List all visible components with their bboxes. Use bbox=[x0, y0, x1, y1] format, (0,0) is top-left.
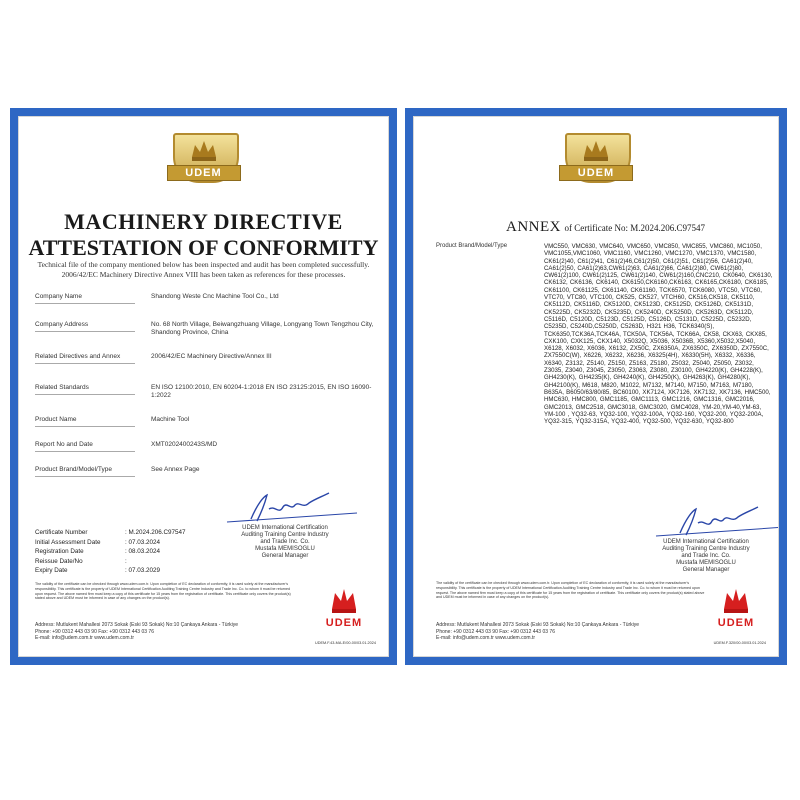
annex-page bbox=[413, 116, 779, 657]
field-label: Product Brand/Model/Type bbox=[35, 466, 112, 473]
red-crown-icon bbox=[320, 585, 368, 615]
disclaimer: The validity of the certificate can be checked through www.udem.com.tr. Upon completion of EC declaration of conformity, it is used solely at the manufacturer's responsibility. This certificate is the property of UDEM International Certification Auditing Training Centre Industry and Trade Inc. Co. to whom it must be returned upon request. The above named firm must keep a copy of this certificate for 15 years from the registration of certificate. This certificate only covers the product(s) stated above and UDEM must be informed in case of any changes on the product(s). bbox=[35, 582, 291, 601]
disclaimer: The validity of the certificate can be checked through www.udem.com.tr. Upon completion of EC declaration of conformity, it is used solely at the manufacturer's responsibility. This certificate is the property of UDEM International Certification Auditing Training Centre Industry and Trade Inc. Co. to whom it must be returned upon request. The above named firm must keep a copy of this certificate for 15 years from the registration of certificate. This certificate only covers the product(s) stated above and UDEM must be informed in case of any changes on the product(s). bbox=[436, 581, 705, 600]
address-line3: E-mail: info@udem.com.tr www.udem.com.tr bbox=[436, 635, 535, 641]
logo-text: UDEM bbox=[167, 165, 241, 181]
field-value: 2006/42/EC Machinery Directive/Annex III bbox=[151, 353, 272, 360]
field-label: Report No and Date bbox=[35, 441, 93, 448]
annex-title bbox=[506, 219, 705, 236]
certificate-page bbox=[18, 116, 389, 657]
field-value: XMT0202400243S/MD bbox=[151, 441, 218, 448]
crown-icon bbox=[189, 139, 219, 163]
detail-row bbox=[35, 558, 195, 568]
detail-label: Certificate Number bbox=[35, 529, 88, 536]
red-logo-text: UDEM bbox=[325, 617, 363, 629]
annex-label: Product Brand/Model/Type bbox=[436, 243, 508, 249]
certificate-details bbox=[35, 529, 195, 577]
annex-title-rest: of Certificate No: M.2024.206.C97547 bbox=[564, 223, 705, 233]
detail-row bbox=[35, 567, 195, 577]
red-logo-text: UDEM bbox=[717, 617, 755, 629]
divider bbox=[35, 303, 135, 304]
address-line1: Address: Mutlukent Mahallesi 2073 Sokak (Eski 93 Sokak) No:10 Çankaya Ankara - Türkiye bbox=[436, 622, 640, 628]
certificate-frame bbox=[10, 108, 397, 665]
divider bbox=[35, 363, 135, 364]
field-label: Company Address bbox=[35, 321, 89, 328]
footer-address bbox=[436, 622, 716, 642]
address-line3: E-mail: info@udem.com.tr www.udem.com.tr bbox=[35, 635, 134, 641]
certificate-title-line1: MACHINERY DIRECTIVE bbox=[64, 209, 343, 234]
field-value: Shandong Weste Cnc Machine Tool Co., Ltd bbox=[151, 293, 279, 300]
udem-gold-logo bbox=[167, 133, 241, 193]
annex-frame bbox=[405, 108, 787, 665]
detail-value: : 07.03.2024 bbox=[125, 538, 161, 546]
udem-red-logo bbox=[320, 585, 368, 629]
crown-icon bbox=[581, 139, 611, 163]
signature-image bbox=[646, 503, 779, 543]
issuer-role: General Manager bbox=[261, 553, 309, 559]
issuer-name: Mustafa MEMISOGLU bbox=[255, 546, 315, 552]
udem-gold-logo bbox=[559, 133, 633, 193]
issuer-line2: Auditing Training Centre Industry bbox=[662, 546, 750, 552]
detail-label: Expiry Date bbox=[35, 567, 68, 574]
detail-value: : 07.03.2029 bbox=[125, 567, 161, 574]
divider bbox=[35, 426, 135, 427]
issuer-name: Mustafa MEMISOGLU bbox=[676, 560, 736, 566]
certificate-title-line2: ATTESTATION OF CONFORMITY bbox=[28, 235, 379, 260]
annex-title-word: ANNEX bbox=[506, 219, 561, 235]
detail-label: Initial Assessment Date bbox=[35, 538, 101, 546]
detail-label: Reissue Date/No bbox=[35, 557, 83, 565]
divider bbox=[35, 476, 135, 477]
field-value: Machine Tool bbox=[151, 416, 190, 423]
udem-red-logo bbox=[712, 585, 760, 629]
detail-value: : bbox=[125, 557, 127, 565]
red-crown-icon bbox=[712, 585, 760, 615]
issuer-block bbox=[636, 539, 776, 574]
field-value: See Annex Page bbox=[151, 466, 200, 473]
field-label: Related Directives and Annex bbox=[35, 353, 121, 360]
form-code: UDEM.F.320/00-00/03.01.2024 bbox=[713, 641, 766, 645]
field-value: No. 68 North Village, Beiwangzhuang Village, Longyang Town Tengzhou City, Shandong Province, China bbox=[151, 321, 374, 336]
detail-value: : M.2024.206.C97547 bbox=[125, 529, 186, 536]
address-line2: Phone: +90 0312 443 03 90 Fax: +90 0312 443 03 76 bbox=[436, 628, 555, 635]
detail-row bbox=[35, 539, 195, 549]
issuer-block bbox=[215, 525, 355, 560]
detail-label: Registration Date bbox=[35, 548, 84, 555]
footer-address bbox=[35, 622, 315, 642]
issuer-line3: and Trade Inc. Co. bbox=[681, 553, 731, 559]
divider bbox=[35, 331, 135, 332]
address-line1: Address: Mutlukent Mahallesi 2073 Sokak (Eski 93 Sokak) No:10 Çankaya Ankara - Türkiye bbox=[35, 622, 239, 628]
field-label: Product Name bbox=[35, 416, 77, 423]
form-code: UDEM.F.43-MA-E/00-00/03.01.2024 bbox=[315, 641, 376, 645]
annex-model-list: VMC550, VMC630, VMC640, VMC650, VMC850, VMC855, VMC860, MC1050, VMC1055,VMC1060, VMC1160, VMC1260, VMC1270, VMC1370, VMC1580, CK61(2)40, C61(2)41, C61(2)46,C61(2)50, C61(2)51, C61(2)56, CA61(2)40, CA61(2)50, CA61(2)63,CW61(2)63, CA61(2)66, CA61(2)80, CW61(2)80, CW61(2)100, CW61(2)125, CW61(2)140, CW61(2)160,CNC210, CK0640, CK6130, CK6132, CK6136, CK6140, CK6150,CK6160,CK6163, CK6165,CK6180, CK6185, CK61100, CK61125, CK61140, CK61160, TCK6570, TCK6080, VTC50, VTC60, VTC70, VTC80, VTC100, CK525, CK527, VTCH60, CK516,CK518, CK5110, CK5112D, CK5116D, CK5120D, CK5123D, CK5125D, CK5126D, CK5131D, CK5225D, CK5232D, CK5235D, CK5240D, CK5250D, CK5263D, CK5112D, C5116D, C5120D, C5123D, C5125D, C5126D, C5131D, C5225D, C5232D, C5235D, C5240D,C5250D, C5263D, H321 H36, TCK6340(S), TCK6350,TCK36A,TCK46A, TCK50A, TCK56A, TCK66A, CK58, CKX63, CKX85, CXK100, CXK125, CKX140, X5032Q, X5036, X5036B, X5360,X5032,X5040, X6128, X6032, X6036, X6132, ZX50C, ZX6350A, ZX6350C, ZX6350D, ZX7550C, ZX7550C(W), X6226, X6232, X6236, X6325(4H), X6330(5H), X6332, X6336, X6340, Z3132, Z5140, Z5150, Z5163, Z5180, Z5032, Z5040, Z5050, Z3032, Z3035, Z3040, Z3045, Z3050, Z3063, Z3080, Z30100, GH4220(K), GH4228(K), GH4230(K), GH4235(K), GH4240(K), GH4250(K), GH4263(K), GH4280(K), GH42100(K), M618, M820, M1022, M7132, M7140, M7150, M7163, M7180, B635A, B6050/63/80/85, BC60100, XK7124, XK7126, XK7132, XK7136, HMC500, HMC630, HMC800, GMC1185, GMC1113, GMC1216, GMC1316, GMC2016, GMC2013, GMC2518, GMC3018, GMC3020, GMC4028, YM-20,YM-40,YM-63, YM-100 , YQ32-63, YQ32-100, YQ32-100A, YQ32-160, YQ32-200, YQ32-200A, YQ32-315, YQ32-315A, YQ32-400, YQ32-500, YQ32-630, YQ32-800 bbox=[544, 243, 773, 426]
detail-row bbox=[35, 529, 195, 539]
field-value: EN ISO 12100:2010, EN 60204-1:2018 EN ISO 23125:2015, EN ISO 16090-1:2022 bbox=[151, 384, 372, 399]
issuer-line1: UDEM International Certification bbox=[242, 525, 328, 531]
issuer-line2: Auditing Training Centre Industry bbox=[241, 532, 329, 538]
address-line2: Phone: +90 0312 443 03 90 Fax: +90 0312 443 03 76 bbox=[35, 628, 154, 635]
signature-image bbox=[217, 489, 367, 529]
field-label: Related Standards bbox=[35, 384, 89, 391]
divider bbox=[35, 451, 135, 452]
field-label: Company Name bbox=[35, 293, 82, 300]
detail-value: : 08.03.2024 bbox=[125, 548, 161, 555]
certificate-intro: Technical file of the company mentioned below has been inspected and audit has been completed successfully. 2006/42/EC Machinery Directive Annex VIII has been taken as references for these processes. bbox=[37, 260, 370, 279]
logo-text: UDEM bbox=[559, 165, 633, 181]
divider bbox=[35, 394, 135, 395]
issuer-role: General Manager bbox=[682, 567, 730, 573]
detail-row bbox=[35, 548, 195, 558]
issuer-line3: and Trade Inc. Co. bbox=[260, 539, 310, 545]
issuer-line1: UDEM International Certification bbox=[663, 539, 749, 545]
